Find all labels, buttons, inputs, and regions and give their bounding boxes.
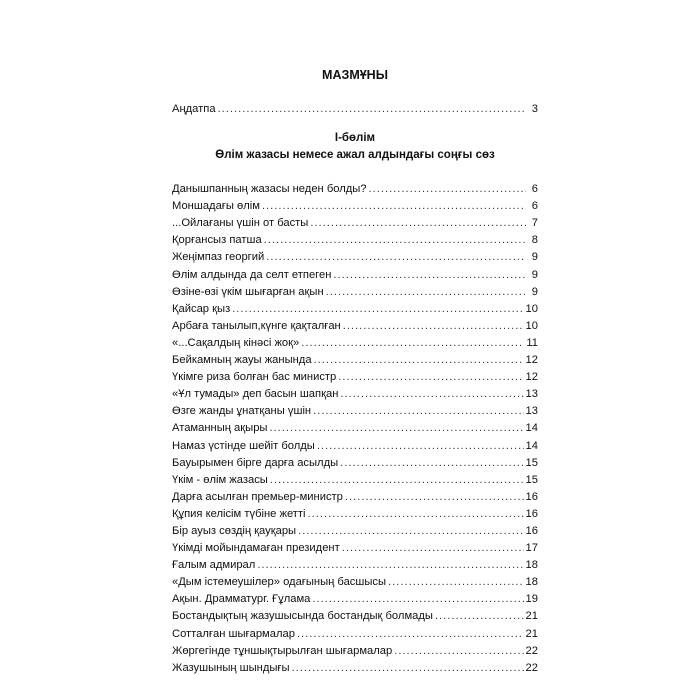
toc-entry — [172, 318, 538, 335]
toc-entry-label: Ақын. Драмматург. Ғұлама — [172, 593, 311, 606]
toc-entry-label: «Ұл тумады» деп басын шапқан — [172, 388, 339, 401]
toc-entry-label: Моншадағы өлім — [172, 200, 260, 213]
dot-leader — [317, 438, 524, 455]
dot-leader — [338, 369, 523, 386]
toc-entry-page: 9 — [531, 251, 538, 264]
toc-entry-label: Үкімге риза болған бас министр — [172, 371, 337, 384]
dot-leader — [326, 284, 526, 301]
toc-entry-label: «Дым істемеушілер» одағының басшысы — [172, 576, 387, 589]
toc-entry-page: 13 — [525, 388, 538, 401]
dot-leader — [313, 403, 523, 420]
toc-entry-label: Дарға асылған премьер-министр — [172, 490, 343, 503]
toc-entry-label: Данышпанның жазасы неден болды? — [172, 183, 367, 196]
dot-leader — [388, 574, 523, 591]
dot-leader — [269, 420, 523, 437]
toc-entry — [172, 626, 538, 643]
toc-entry-page: 22 — [525, 644, 538, 657]
toc-entry-page: 22 — [525, 661, 538, 674]
toc-entry-page: 7 — [531, 217, 538, 230]
toc-entry-page: 16 — [525, 507, 538, 520]
dot-leader — [435, 608, 524, 625]
dot-leader — [312, 591, 523, 608]
toc-entry-label: Намаз үстінде шейіт болды — [172, 439, 315, 452]
toc-entry — [172, 420, 538, 437]
toc-entry-page: 16 — [525, 524, 538, 537]
part-subtitle: Өлім жазасы немесе ажал алдындағы соңғы сөз — [215, 149, 495, 162]
toc-entry-page: 14 — [525, 439, 538, 452]
dot-leader — [342, 540, 524, 557]
toc-entry — [172, 249, 538, 266]
toc-entry — [172, 352, 538, 369]
toc-entry-label: Өлім алдында да селт етпеген — [172, 268, 332, 281]
toc-entry — [172, 438, 538, 455]
toc-entry — [172, 557, 538, 574]
toc-entry — [172, 369, 538, 386]
dot-leader — [292, 660, 524, 677]
page-title: МАЗМҰНЫ — [322, 68, 388, 82]
toc-list — [172, 181, 538, 677]
toc-entry-page: 3 — [531, 103, 538, 115]
toc-entry-page: 15 — [525, 473, 538, 486]
dot-leader — [345, 489, 524, 506]
toc-entry-page: 12 — [525, 354, 538, 367]
toc-entry — [172, 489, 538, 506]
toc-entry-page: 19 — [525, 593, 538, 606]
part-title: І-бөлім — [334, 132, 376, 145]
toc-entry-page: 8 — [531, 234, 538, 247]
toc-entry-label: Үкімді мойындамаған президент — [172, 542, 340, 555]
dot-leader — [232, 301, 523, 318]
toc-entry-label: Бейкамның жауы жанында — [172, 354, 312, 367]
toc-entry-label: ...Ойлағаны үшін от басты — [172, 217, 309, 230]
toc-entry — [172, 386, 538, 403]
toc-entry — [172, 660, 538, 677]
dot-leader — [310, 215, 526, 232]
dot-leader — [257, 557, 523, 574]
toc-entry-page: 6 — [531, 200, 538, 213]
toc-entry-page: 10 — [525, 319, 538, 332]
toc-entry-label: Өзіне-өзі үкім шығарған ақын — [172, 285, 324, 298]
toc-entry-page: 14 — [525, 422, 538, 435]
dot-leader — [340, 386, 523, 403]
toc-entry-intro — [172, 101, 538, 118]
toc-entry-label: Бір ауыз сөздің қауқары — [172, 524, 297, 537]
toc-entry-label: Үкім - өлім жазасы — [172, 473, 268, 486]
toc-entry — [172, 643, 538, 660]
dot-leader — [264, 232, 526, 249]
dot-leader — [270, 472, 524, 489]
toc-entry — [172, 455, 538, 472]
dot-leader — [218, 101, 526, 118]
toc-entry — [172, 232, 538, 249]
dot-leader — [340, 455, 523, 472]
toc-entry-page: 18 — [525, 576, 538, 589]
toc-entry-label: Қорғансыз патша — [172, 234, 262, 247]
dot-leader — [298, 523, 523, 540]
toc-entry-page: 9 — [531, 268, 538, 281]
toc-entry-page: 16 — [525, 490, 538, 503]
toc-entry — [172, 540, 538, 557]
toc-entry-page: 17 — [525, 542, 538, 555]
dot-leader — [343, 318, 524, 335]
toc-entry — [172, 472, 538, 489]
toc-entry-label: Қайсар қыз — [172, 302, 231, 315]
toc-entry — [172, 284, 538, 301]
toc-entry — [172, 215, 538, 232]
toc-entry-page: 13 — [525, 405, 538, 418]
toc-entry-label: Жөргегінде тұншықтырылған шығармалар — [172, 644, 393, 657]
toc-entry-page: 11 — [526, 336, 538, 349]
dot-leader — [314, 352, 524, 369]
dot-leader — [297, 626, 524, 643]
toc-entry-label: «...Сақалдың кінәсі жоқ» — [172, 336, 300, 349]
toc-entry — [172, 181, 538, 198]
toc-entry-page: 21 — [525, 627, 538, 640]
toc-entry — [172, 574, 538, 591]
toc-entry — [172, 301, 538, 318]
toc-entry — [172, 506, 538, 523]
dot-leader — [262, 198, 526, 215]
toc-entry-label: Жазушының шындығы — [172, 661, 290, 674]
toc-entry-label: Құпия келісім түбіне жетті — [172, 507, 306, 520]
toc-entry-label: Атаманның ақыры — [172, 422, 268, 435]
toc-entry-label: Аңдатпа — [172, 103, 216, 115]
toc-entry-page: 10 — [525, 302, 538, 315]
toc-entry-page: 12 — [525, 371, 538, 384]
dot-leader — [333, 267, 526, 284]
toc-entry-label: Бостандықтың жазушысында бостандық болмады — [172, 610, 433, 623]
toc-entry — [172, 198, 538, 215]
dot-leader — [369, 181, 526, 198]
toc-entry-page: 6 — [531, 183, 538, 196]
toc-entry-label: Ғалым адмирал — [172, 559, 256, 572]
toc-page — [172, 60, 538, 677]
toc-entry — [172, 403, 538, 420]
dot-leader — [394, 643, 523, 660]
toc-entry-page: 21 — [525, 610, 538, 623]
toc-entry-page: 9 — [531, 285, 538, 298]
toc-entry — [172, 591, 538, 608]
dot-leader — [308, 506, 524, 523]
toc-entry-page: 15 — [525, 456, 538, 469]
toc-entry — [172, 335, 538, 352]
toc-entry — [172, 608, 538, 625]
dot-leader — [301, 335, 524, 352]
toc-entry-page: 18 — [525, 559, 538, 572]
toc-entry-label: Сотталған шығармалар — [172, 627, 295, 640]
toc-entry-label: Жеңімпаз георгий — [172, 251, 265, 264]
dot-leader — [266, 249, 526, 266]
toc-entry-label: Өзге жанды ұнатқаны үшін — [172, 405, 312, 418]
toc-entry — [172, 523, 538, 540]
toc-entry — [172, 267, 538, 284]
toc-entry-label: Арбаға танылып,күнге қақталған — [172, 319, 341, 332]
toc-entry-label: Бауырымен бірге дарға асылды — [172, 456, 339, 469]
